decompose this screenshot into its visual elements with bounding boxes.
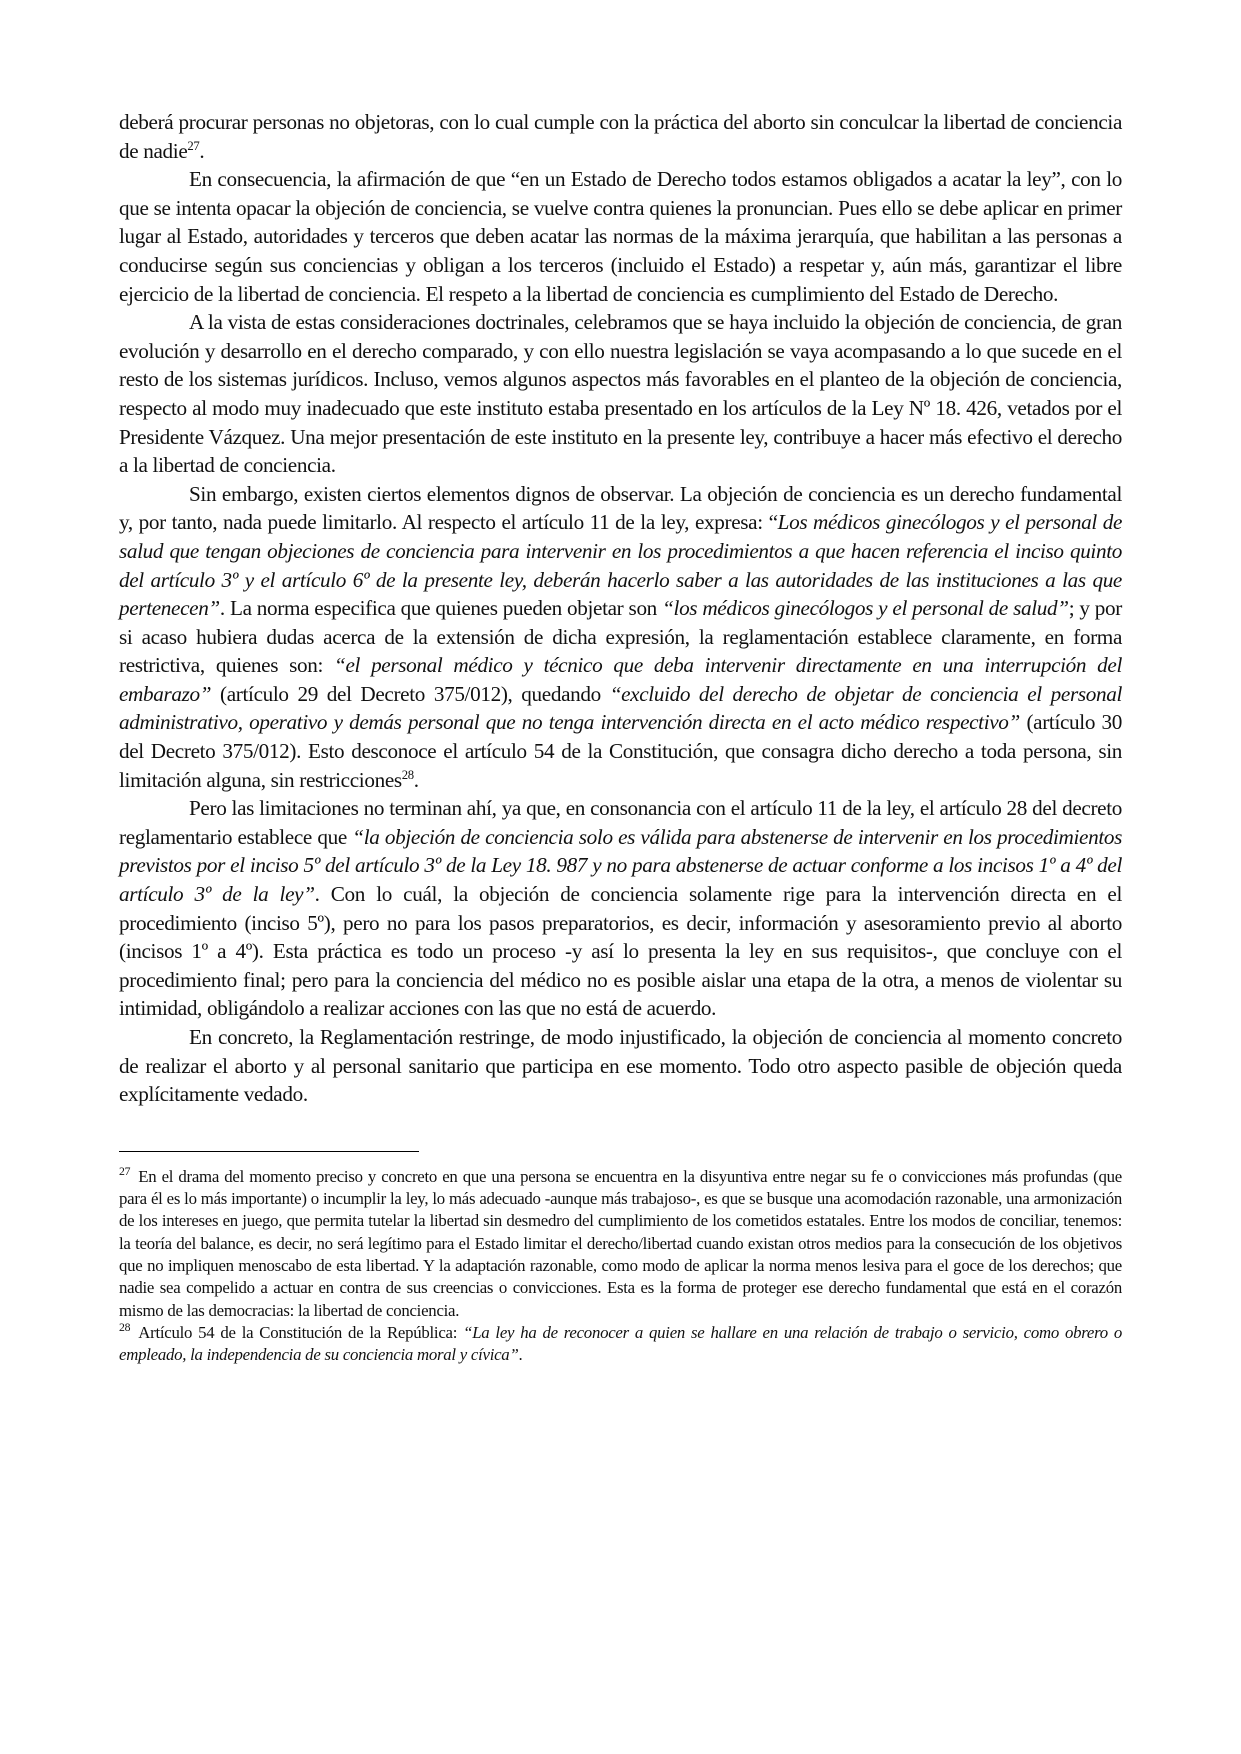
paragraph-6: En concreto, la Reglamentación restringe, de modo injustificado, la objeción de conciencia al momento concreto de realizar el aborto y al personal sanitario que participa en ese momento. Todo otro aspecto pasible de objeción queda explícitamente vedado. <box>119 1025 1122 1107</box>
paragraph-1 <box>119 108 1122 165</box>
text-segment: ; y por si acaso hubiera dudas acerca de la extensión de dicha expresión, la reglamentación establece claramente, en forma restrictiva, quienes son: <box>119 596 1122 678</box>
quote-article-29: “el personal médico y técnico que deba intervenir directamente en una interrupción del embarazo” <box>119 653 1122 706</box>
footnote-28 <box>119 1322 1122 1367</box>
paragraph-tail: . <box>199 138 205 163</box>
document-page <box>119 108 1122 1366</box>
text-segment: . <box>413 767 419 792</box>
quote-article-30: “excluido del derecho de objetar de conciencia el personal administrativo, operativo y demás personal que no tenga intervención directa en el acto médico respectivo” <box>119 681 1123 735</box>
paragraph-text: deberá procurar personas no objetoras, con lo cual cumple con la práctica del aborto sin conculcar la libertad de conciencia de nadie <box>119 110 1122 163</box>
footnote-tail: . <box>518 1345 523 1365</box>
text-segment: Pero las limitaciones no terminan ahí, ya que, en consonancia con el artículo 11 de la ley, el artículo 28 del decreto reglamentario establece que <box>119 796 1122 849</box>
footnote-ref-27[interactable]: 27 <box>187 138 200 153</box>
text-segment: (artículo 30 del Decreto 375/012). Esto desconoce el artículo 54 de la Constitución, que consagra dicho derecho a toda persona, sin limitación alguna, sin restricciones <box>119 710 1123 792</box>
quote-article-28: “la objeción de conciencia solo es válida para abstenerse de intervenir en los procedimientos previstos por el inciso 5º del artículo 3º de la Ley 18. 987 y no para abstenerse de actuar conforme a los incisos 1º a 4º del artículo 3º de la ley” <box>119 824 1123 907</box>
quote-medicos: “los médicos ginecólogos y el personal de salud” <box>662 596 1069 621</box>
footnotes <box>119 1166 1122 1367</box>
footnote-number: 27 <box>119 1165 131 1179</box>
text-segment: . La norma especifica que quienes pueden objetar son <box>219 596 663 621</box>
footnote-separator <box>119 1151 419 1152</box>
paragraph-5 <box>119 794 1122 1023</box>
footnote-ref-28[interactable]: 28 <box>401 767 414 782</box>
footnote-27 <box>119 1166 1122 1322</box>
paragraph-2: En consecuencia, la afirmación de que “en un Estado de Derecho todos estamos obligados a acatar la ley”, con lo que se intenta opacar la objeción de conciencia, se vuelve contra quienes la pronuncian. Pues ello se debe aplicar en primer lugar al Estado, autoridades y terceros que deben acatar las normas de la máxima jerarquía, que habilitan a las personas a conducirse según sus conciencias y obligan a los terceros (incluido el Estado) a respetar y, aún más, garantizar el libre ejercicio de la libertad de conciencia. El respeto a la libertad de conciencia es cumplimiento del Estado de Derecho. <box>119 167 1122 306</box>
footnote-text: Artículo 54 de la Constitución de la República: <box>138 1322 464 1342</box>
quote-article-11: Los médicos ginecólogos y el personal de salud que tengan objeciones de conciencia para intervenir en los procedimientos a que hacen referencia el inciso quinto del artículo 3º y el artículo 6º de la presente ley, deberán hacerlo saber a las autoridades de las instituciones a las que pertenecen” <box>119 510 1122 621</box>
paragraph-3: A la vista de estas consideraciones doctrinales, celebramos que se haya incluido la objeción de conciencia, de gran evolución y desarrollo en el derecho comparado, y con ello nuestra legislación se vaya acompasando a lo que sucede en el resto de los sistemas jurídicos. Incluso, vemos algunos aspectos más favorables en el planteo de la objeción de conciencia, respecto al modo muy inadecuado que este instituto estaba presentado en los artículos de la Ley Nº 18. 426, vetados por el Presidente Vázquez. Una mejor presentación de este instituto en la presente ley, contribuye a hacer más efectivo el derecho a la libertad de conciencia. <box>119 310 1122 478</box>
footnote-text: En el drama del momento preciso y concreto en que una persona se encuentra en la disyuntiva entre negar su fe o convicciones más profundas (que para él es lo más importante) o incumplir la ley, lo más adecuado -aunque más trabajoso-, es que se busque una acomodación razonable, una armonización de los intereses en juego, que permita tutelar la libertad sin desmedro del cumplimiento de los cometidos estatales. Entre los modos de conciliar, tenemos: la teoría del balance, es decir, no será legítimo para el Estado limitar el derecho/libertad cuando existan otros medios para la consecución de los objetivos que no impliquen menoscabo de esta libertad. Y la adaptación razonable, como modo de aplicar la norma menos lesiva para el goce de los derechos; que nadie sea compelido a actuar en contra de sus creencias o convicciones. Esta es la forma de proteger ese derecho fundamental que está en el corazón mismo de las democracias: la libertad de conciencia. <box>119 1166 1122 1320</box>
body-text <box>119 108 1122 1109</box>
paragraph-4 <box>119 480 1122 795</box>
text-segment: (artículo 29 del Decreto 375/012), quedando <box>211 681 610 706</box>
footnote-number: 28 <box>119 1321 131 1335</box>
text-segment: . Con lo cuál, la objeción de conciencia solamente rige para la intervención directa en el procedimiento (inciso 5º), pero no para los pasos preparatorios, es decir, información y asesoramiento previo al aborto (incisos 1º a 4º). Esta práctica es todo un proceso -y así lo presenta la ley en sus requisitos-, que concluye con el procedimiento final; pero para la conciencia del médico no es posible aislar una etapa de la otra, a menos de violentar su intimidad, obligándolo a realizar acciones con las que no está de acuerdo. <box>119 882 1122 1021</box>
text-segment: Sin embargo, existen ciertos elementos dignos de observar. La objeción de conciencia es un derecho fundamental y, por tanto, nada puede limitarlo. Al respecto el artículo 11 de la ley, expresa: “ <box>119 481 1122 535</box>
footnote-quote: “La ley ha de reconocer a quien se hallare en una relación de trabajo o servicio, como obrero o empleado, la independencia de su conciencia moral y cívica” <box>119 1322 1123 1365</box>
